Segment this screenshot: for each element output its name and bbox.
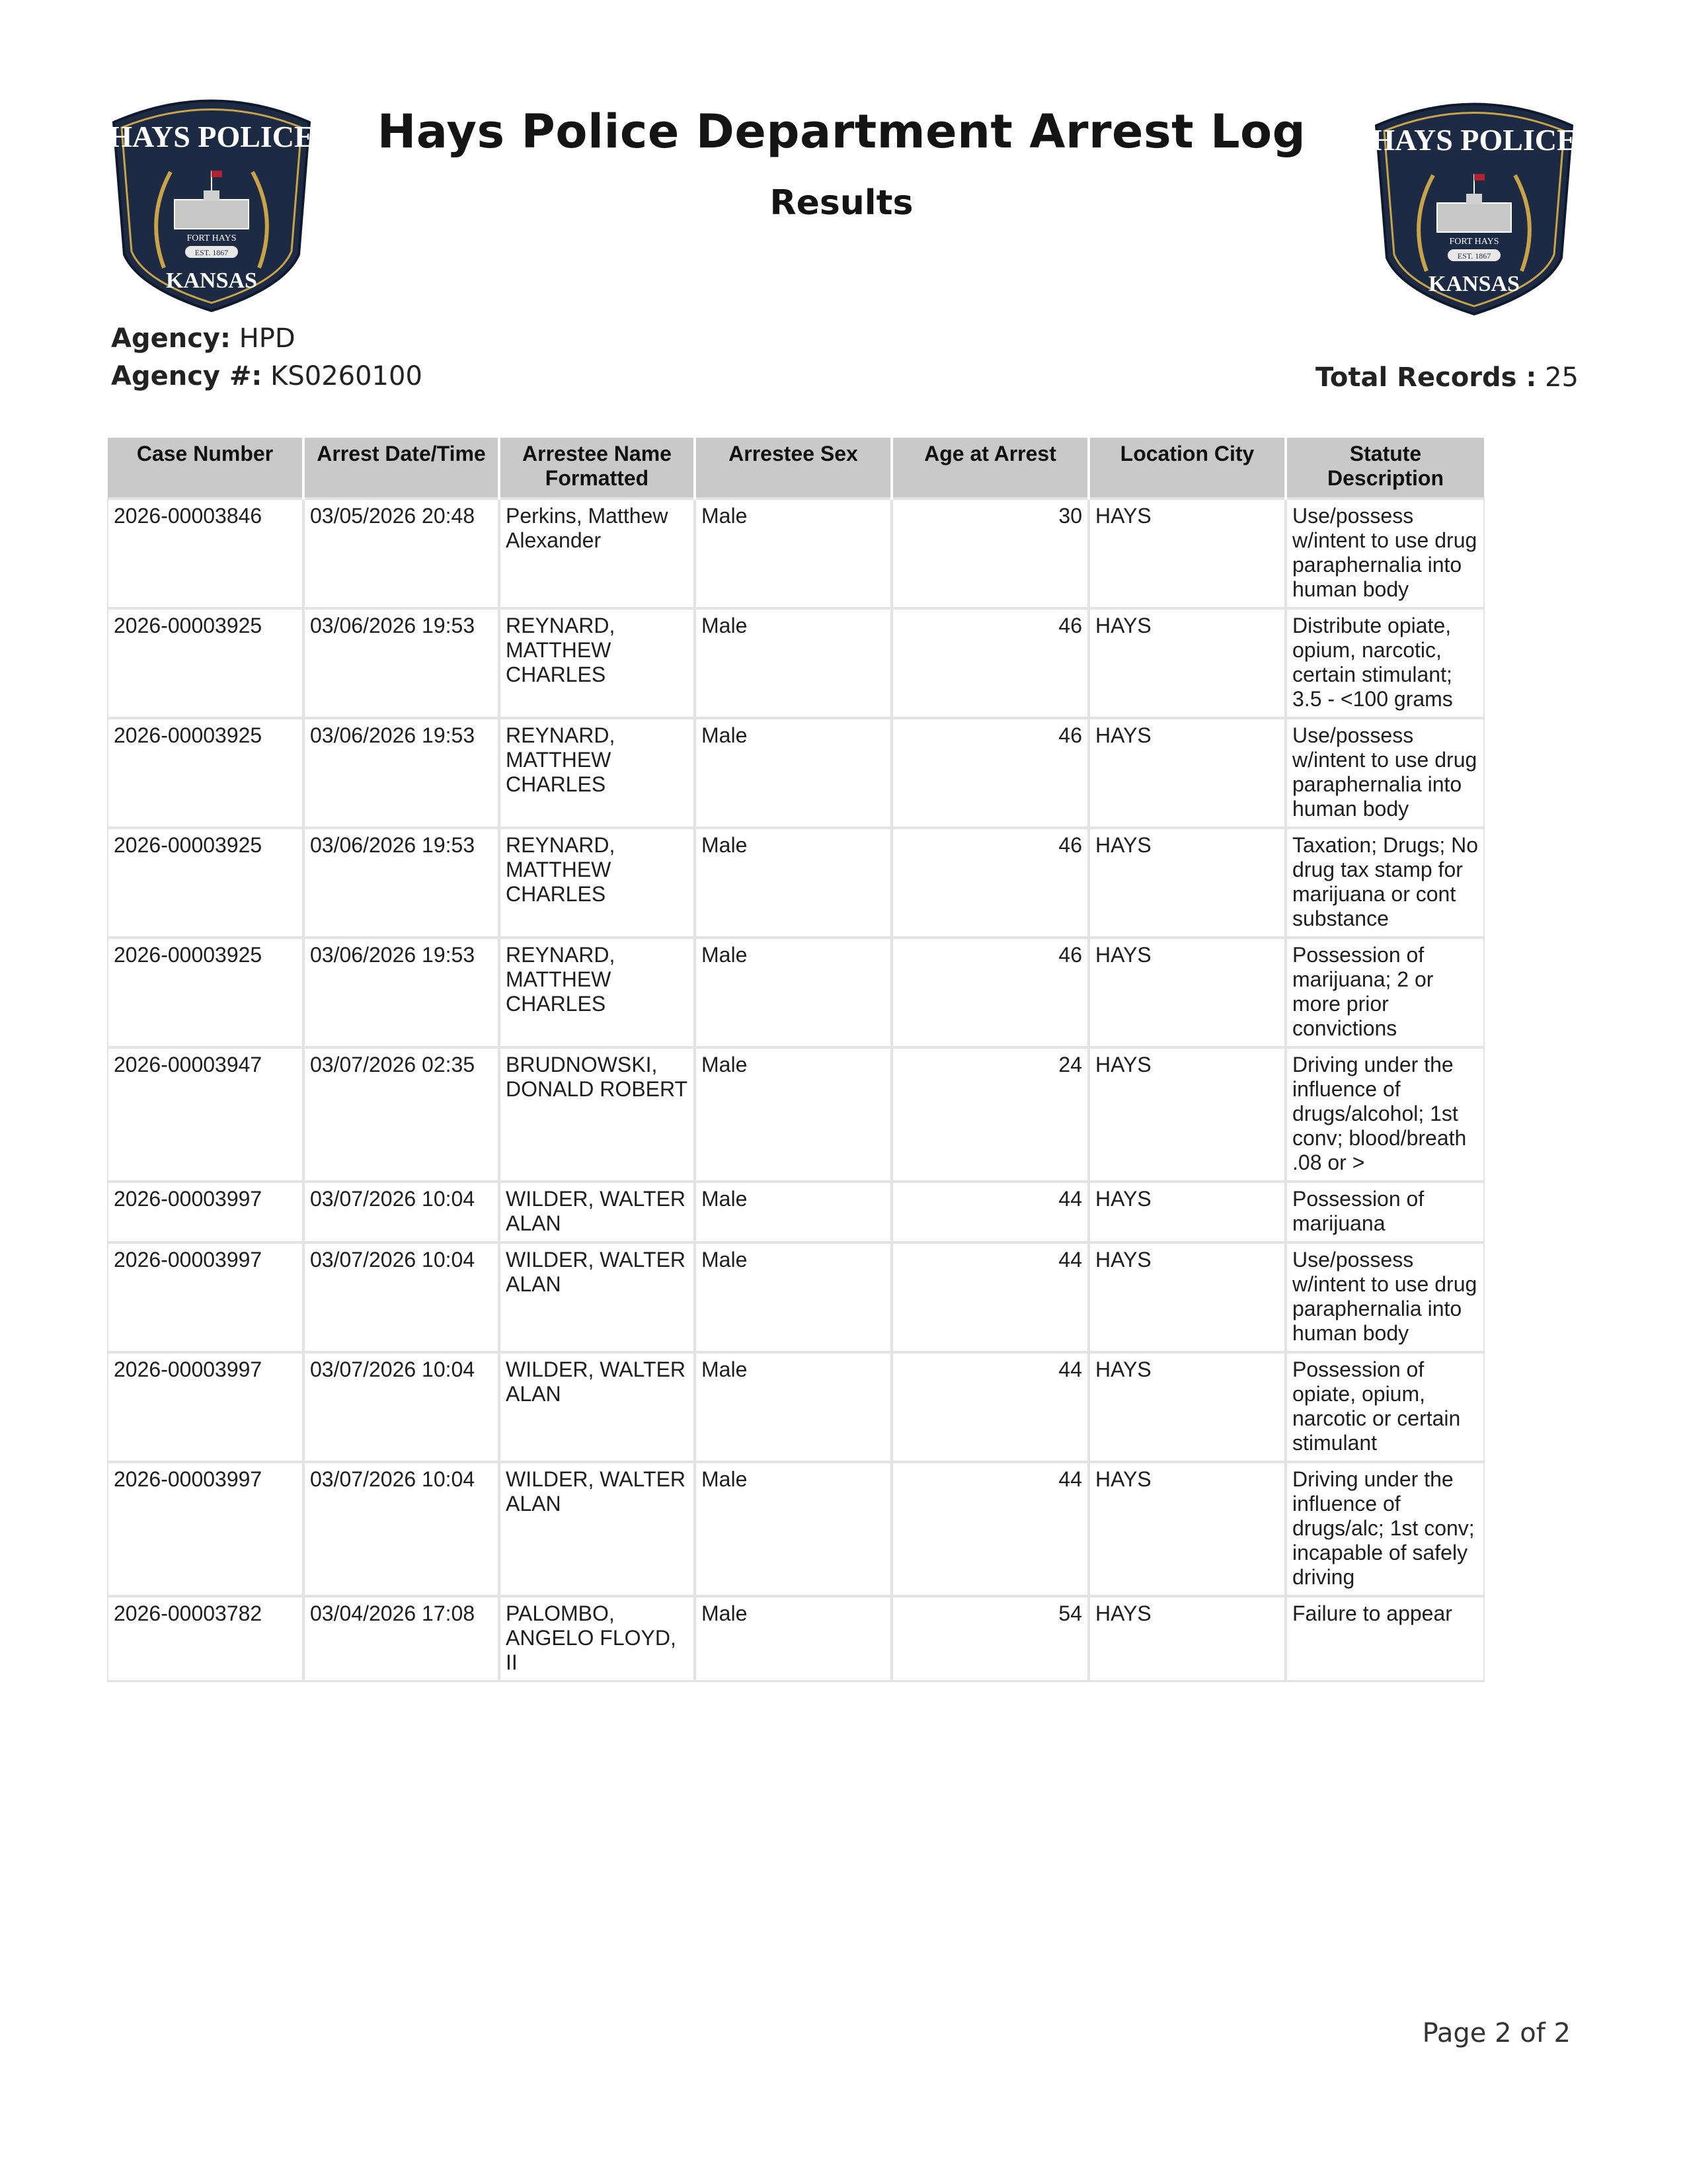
arrestee-name-cell: PALOMBO, ANGELO FLOYD, II	[499, 1596, 695, 1681]
arrestee-sex-cell: Male	[695, 1596, 892, 1681]
arrestee-sex-cell: Male	[695, 718, 892, 828]
case-number-cell: 2026-00003846	[108, 499, 303, 608]
arrestee-sex-cell: Male	[695, 1242, 892, 1352]
column-header: Location City	[1089, 438, 1286, 499]
location-city-cell: HAYS	[1089, 1182, 1286, 1242]
table-row	[108, 1352, 1484, 1462]
agency-value: HPD	[239, 323, 295, 354]
location-city-cell: HAYS	[1089, 1462, 1286, 1596]
arrest-datetime-cell: 03/07/2026 02:35	[303, 1047, 499, 1182]
statute-cell: Possession of marijuana; 2 or more prior convictions	[1286, 938, 1484, 1047]
badge-fort-text: FORT HAYS	[1449, 237, 1499, 247]
statute-cell: Use/possess w/intent to use drug paraphernalia into human body	[1286, 499, 1484, 608]
location-city-cell: HAYS	[1089, 1596, 1286, 1681]
case-number-cell: 2026-00003925	[108, 608, 303, 718]
case-number-cell: 2026-00003925	[108, 718, 303, 828]
arrestee-name-cell: REYNARD, MATTHEW CHARLES	[499, 608, 695, 718]
arrest-datetime-cell: 03/05/2026 20:48	[303, 499, 499, 608]
arrestee-sex-cell: Male	[695, 1462, 892, 1596]
statute-cell: Driving under the influence of drugs/alcohol; 1st conv; blood/breath .08 or >	[1286, 1047, 1484, 1182]
column-header: Arrest Date/Time	[303, 438, 499, 499]
table-row	[108, 828, 1484, 938]
arrestee-name-cell: REYNARD, MATTHEW CHARLES	[499, 718, 695, 828]
arrest-datetime-cell: 03/06/2026 19:53	[303, 608, 499, 718]
arrestee-name-cell: BRUDNOWSKI, DONALD ROBERT	[499, 1047, 695, 1182]
badge-top-text: HAYS POLICE	[108, 120, 315, 153]
agency-label: Agency:	[111, 323, 231, 354]
age-cell: 44	[892, 1242, 1089, 1352]
page-title: Hays Police Department Arrest Log	[377, 104, 1306, 159]
arrest-datetime-cell: 03/07/2026 10:04	[303, 1242, 499, 1352]
arrest-datetime-cell: 03/07/2026 10:04	[303, 1182, 499, 1242]
arrest-datetime-cell: 03/06/2026 19:53	[303, 938, 499, 1047]
arrestee-name-cell: WILDER, WALTER ALAN	[499, 1352, 695, 1462]
arrest-datetime-cell: 03/04/2026 17:08	[303, 1596, 499, 1681]
badge-fort-text: FORT HAYS	[186, 233, 237, 243]
case-number-cell: 2026-00003997	[108, 1462, 303, 1596]
arrest-datetime-cell: 03/06/2026 19:53	[303, 718, 499, 828]
table-row	[108, 938, 1484, 1047]
total-records-label: Total Records :	[1315, 362, 1537, 393]
statute-cell: Failure to appear	[1286, 1596, 1484, 1681]
statute-cell: Possession of opiate, opium, narcotic or certain stimulant	[1286, 1352, 1484, 1462]
badge-est-text: EST. 1867	[194, 248, 229, 257]
column-header: Statute Description	[1286, 438, 1484, 499]
table-row	[108, 718, 1484, 828]
case-number-cell: 2026-00003997	[108, 1182, 303, 1242]
page-number: Page 2 of 2	[1422, 2018, 1571, 2048]
statute-cell: Distribute opiate, opium, narcotic, certain stimulant; 3.5 - <100 grams	[1286, 608, 1484, 718]
total-records-value: 25	[1545, 362, 1579, 393]
case-number-cell: 2026-00003782	[108, 1596, 303, 1681]
age-cell: 30	[892, 499, 1089, 608]
agency	[111, 323, 295, 354]
table-row	[108, 1182, 1484, 1242]
age-cell: 44	[892, 1182, 1089, 1242]
table-header-row	[108, 438, 1484, 499]
age-cell: 44	[892, 1462, 1089, 1596]
arrestee-sex-cell: Male	[695, 608, 892, 718]
badge-top-text: HAYS POLICE	[1371, 123, 1577, 157]
location-city-cell: HAYS	[1089, 1352, 1286, 1462]
case-number-cell: 2026-00003925	[108, 938, 303, 1047]
age-cell: 54	[892, 1596, 1089, 1681]
column-header: Case Number	[108, 438, 303, 499]
arrestee-sex-cell: Male	[695, 1047, 892, 1182]
location-city-cell: HAYS	[1089, 828, 1286, 938]
arrestee-name-cell: WILDER, WALTER ALAN	[499, 1182, 695, 1242]
age-cell: 46	[892, 718, 1089, 828]
column-header: Arrestee Sex	[695, 438, 892, 499]
agency-number	[111, 361, 422, 391]
table-body	[108, 499, 1484, 1681]
arrestee-sex-cell: Male	[695, 938, 892, 1047]
arrestee-sex-cell: Male	[695, 499, 892, 608]
arrestee-name-cell: WILDER, WALTER ALAN	[499, 1242, 695, 1352]
arrest-datetime-cell: 03/06/2026 19:53	[303, 828, 499, 938]
agency-number-label: Agency #:	[111, 361, 262, 391]
arrestee-name-cell: REYNARD, MATTHEW CHARLES	[499, 938, 695, 1047]
arrestee-name-cell: Perkins, Matthew Alexander	[499, 499, 695, 608]
case-number-cell: 2026-00003997	[108, 1352, 303, 1462]
badge-bottom-text: KANSAS	[166, 268, 257, 293]
statute-cell: Use/possess w/intent to use drug paraphernalia into human body	[1286, 718, 1484, 828]
case-number-cell: 2026-00003925	[108, 828, 303, 938]
arrest-log-table	[107, 438, 1485, 1682]
table-row	[108, 1596, 1484, 1681]
case-number-cell: 2026-00003947	[108, 1047, 303, 1182]
table-row	[108, 608, 1484, 718]
location-city-cell: HAYS	[1089, 499, 1286, 608]
arrest-datetime-cell: 03/07/2026 10:04	[303, 1352, 499, 1462]
arrestee-sex-cell: Male	[695, 828, 892, 938]
table-row	[108, 1047, 1484, 1182]
column-header: Age at Arrest	[892, 438, 1089, 499]
arrest-datetime-cell: 03/07/2026 10:04	[303, 1462, 499, 1596]
statute-cell: Use/possess w/intent to use drug paraphernalia into human body	[1286, 1242, 1484, 1352]
arrestee-name-cell: REYNARD, MATTHEW CHARLES	[499, 828, 695, 938]
statute-cell: Taxation; Drugs; No drug tax stamp for marijuana or cont substance	[1286, 828, 1484, 938]
age-cell: 46	[892, 938, 1089, 1047]
table-row	[108, 499, 1484, 608]
age-cell: 24	[892, 1047, 1089, 1182]
table-row	[108, 1462, 1484, 1596]
total-records	[1315, 362, 1579, 393]
table-row	[108, 1242, 1484, 1352]
age-cell: 46	[892, 608, 1089, 718]
badge-est-text: EST. 1867	[1457, 251, 1491, 261]
location-city-cell: HAYS	[1089, 1242, 1286, 1352]
arrestee-sex-cell: Male	[695, 1352, 892, 1462]
age-cell: 46	[892, 828, 1089, 938]
page-subtitle: Results	[769, 183, 914, 223]
badge-bottom-text: KANSAS	[1429, 272, 1520, 296]
arrestee-sex-cell: Male	[695, 1182, 892, 1242]
location-city-cell: HAYS	[1089, 1047, 1286, 1182]
statute-cell: Possession of marijuana	[1286, 1182, 1484, 1242]
location-city-cell: HAYS	[1089, 608, 1286, 718]
column-header: Arrestee Name Formatted	[499, 438, 695, 499]
agency-number-value: KS0260100	[270, 361, 422, 391]
arrestee-name-cell: WILDER, WALTER ALAN	[499, 1462, 695, 1596]
case-number-cell: 2026-00003997	[108, 1242, 303, 1352]
location-city-cell: HAYS	[1089, 718, 1286, 828]
age-cell: 44	[892, 1352, 1089, 1462]
statute-cell: Driving under the influence of drugs/alc; 1st conv; incapable of safely driving	[1286, 1462, 1484, 1596]
location-city-cell: HAYS	[1089, 938, 1286, 1047]
